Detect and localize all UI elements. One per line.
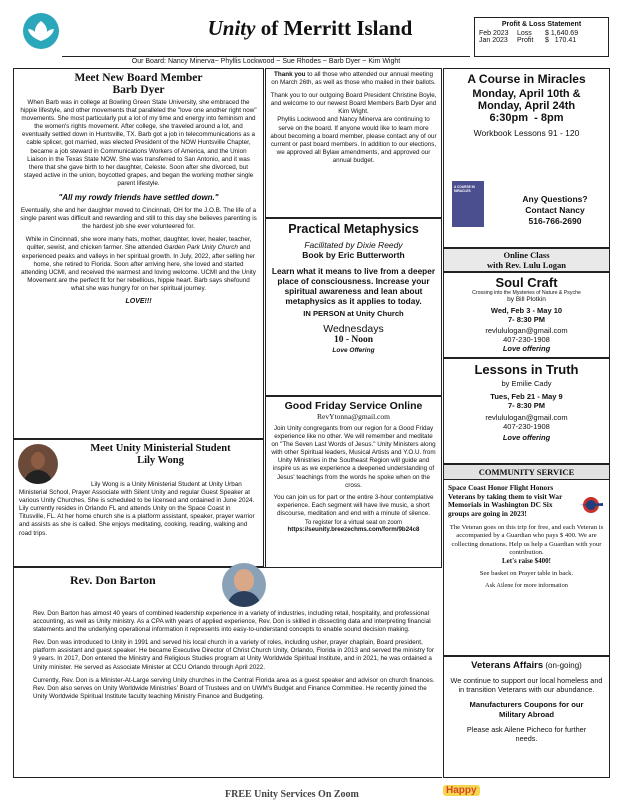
- community-raise: Let's raise $400!: [502, 556, 551, 565]
- community-ask: Ask Ailene for more information: [485, 581, 568, 589]
- pl-kind: Profit: [517, 37, 534, 44]
- barb-para3: [20, 236, 257, 293]
- meta-time: 10 - Noon: [333, 335, 374, 345]
- title-rest: of Merritt Island: [255, 16, 413, 40]
- pl-kind: Loss: [517, 30, 532, 37]
- acim-dates1: Monday, April 10th &: [472, 88, 581, 100]
- acim-lessons: Workbook Lessons 91 - 120: [473, 128, 580, 138]
- footer-happy: Happy: [443, 785, 480, 796]
- header-rule: [62, 56, 470, 57]
- thanks-para2: Thank you to our outgoing Board President Christine Boyle, and welcome to our newest Board Members Barb Dyer and Kim Wight.: [270, 92, 437, 116]
- acim-phone: 516-766-2690: [528, 216, 582, 226]
- course-in-miracles-box: [443, 68, 610, 248]
- thanks-lead: Thank you: [274, 71, 306, 78]
- gf-title: Good Friday Service Online: [284, 400, 423, 412]
- barb-love: LOVE!!!: [125, 297, 152, 305]
- truth-title: Lessons in Truth: [474, 362, 579, 377]
- acim-book-cover: [452, 181, 484, 227]
- vet-title-paren: (on-going): [543, 661, 582, 670]
- acim-contact: [506, 194, 604, 227]
- don-para2: Rev. Don was introduced to Unity in 1991 and served his local church in a variety of roles, including usher, prayer chaplain, Board president, platform assistant and guest speaker. He became Executive Director of Christ Church Unity, Orlando, Florida in 2013 and served the ministry for 9 years. In 2017, Don entered the Ministry and Religious Studies program at Unity Worldwide Spiritual Institute, and in 2021, he was ordained a Unity minister. He served as Associate Minister at CCU Orlando through April 2022.: [33, 639, 434, 671]
- online-class-banner: [443, 248, 610, 272]
- don-para3: Currently, Rev. Don is a Minister-At-Large serving Unity churches in the Central Florida area as a guest speaker and advisor on church finances. Rev. Don also serves on Unity Worldwide Ministries' Board of Trustees and on UWM's Budget and Finance Committee. He recently joined the Unity Worldwide Spiritual Institute faculty teaching Ministry Finance and Budgeting.: [33, 676, 435, 700]
- vet-title-text: Veterans Affairs: [471, 660, 544, 671]
- barb-para3-b: and experienced peaks and valleys in her spiritual growth. In July, 2022, after selling her home, she retired to Florida. Soon after arriving here, she loved and started attending UCMI, and received the warmest and loving welcome. UCMI and the Unity Movement are the perfect fit for her rebellious, hippie heart. Barb says shefound what she was hungry for on her spiritual journey.: [21, 244, 256, 292]
- online-class-line2: with Rev. Lulu Logan: [487, 259, 566, 270]
- barb-para3-a: While in Cincinnati, she wore many hats, mother, daughter, lover, healer, teacher, quilter, sewist, and chicken farmer. She attended: [25, 236, 252, 252]
- lily-wong-article: [13, 439, 264, 567]
- community-heading: COMMUNITY SERVICE: [444, 465, 609, 480]
- lily-heading-line2: Lily Wong: [137, 455, 184, 466]
- title-brand: Unity: [207, 16, 256, 40]
- practical-metaphysics-box: [265, 218, 442, 396]
- thanks-para1: [270, 71, 437, 87]
- soul-time: 7- 8:30 PM: [507, 315, 546, 324]
- board-line: Our Board: Nancy Minerva~ Phyllis Lockwood ~ Sue Rhodes ~ Barb Dyer ~ Kim Wight: [131, 58, 401, 65]
- unity-leaf-logo-icon: [23, 13, 59, 49]
- meta-book: Book by Eric Butterworth: [302, 250, 405, 260]
- meta-day: Wednesdays: [323, 323, 384, 335]
- pl-period: Feb 2023: [479, 30, 509, 37]
- barb-heading-line2: Barb Dyer: [112, 84, 165, 96]
- truth-offering: Love offering: [502, 433, 551, 442]
- don-para1: Rev. Don Barton has almost 40 years of combined leadership experience in a variety of industries, including retail, hospitality, and professional accounting, as well as Unity ministry. As a CPA with years of applied experience, Rev. Don is skilled in dissecting data and interpreting financial statements and the underlying operational information it represents into easy-to-understand concepts to enable sound decision making.: [33, 610, 431, 634]
- honor-flight-logo: [577, 495, 605, 515]
- veterans-affairs-box: [443, 656, 610, 778]
- vet-para2: Please ask Ailene Picheco for further needs.: [466, 725, 587, 743]
- acim-title: A Course in Miracles: [467, 72, 586, 86]
- soul-offering: Love offering: [502, 344, 551, 353]
- honor-flight-text: Space Coast Honor Flight Honors Veterans by taking them to visit War Memorials in Washington DC Six groups are going in 2023!: [448, 483, 563, 518]
- don-heading: Rev. Don Barton: [70, 573, 156, 587]
- gf-link: [270, 526, 437, 533]
- vet-title: [449, 660, 604, 671]
- truth-dates: Tues, Feb 21 - May 9: [490, 392, 563, 401]
- gf-para1: Join Unity congregants from our region for a Good Friday experience like no other. We will remember and meditate on "The Seven Last Words of Jesus." Unity Ministers along with other Spiritual leaders, Musical Artists and Y.O.U. from Unity Ministries in the Southeast Region will guide and inspire us as we experience a deepened understanding of Jesus' teachings from the words he spoke when on the cross.: [271, 425, 436, 489]
- vet-coupons: Manufacturers Coupons for our Military Abroad: [469, 700, 584, 719]
- unity-logo: [23, 13, 59, 49]
- acim-contact-name: Contact Nancy: [525, 205, 585, 215]
- lily-photo: [18, 444, 58, 484]
- lessons-in-truth-box: [443, 358, 610, 464]
- soul-craft-box: [443, 272, 610, 358]
- don-text: [33, 610, 438, 701]
- online-class-line1: Online Class: [503, 250, 550, 260]
- acim-time: 6:30pm - 8pm: [489, 112, 564, 124]
- barb-dyer-article: [13, 68, 264, 439]
- meta-facilitator: Facilitated by Dixie Reedy: [304, 240, 403, 250]
- truth-phone: 407-230-1908: [503, 422, 550, 431]
- vet-para1: We continue to support our local homeless and in transition Veterans with our abundance.: [450, 676, 603, 694]
- lily-heading-line1: Meet Unity Ministerial Student: [90, 443, 231, 454]
- thanks-para1-text: to all those who attended our annual meeting on March 26th, as well as those who mailed in their ballots.: [271, 71, 436, 87]
- pl-amount: $ 170.41: [545, 37, 577, 44]
- gf-register: To register for a virtual seat on zoom: [304, 520, 403, 527]
- pl-row: [479, 37, 604, 44]
- meta-learn: Learn what it means to live from a deeper place of consciousness. Increase your spiritual awareness and lean about metaphysics as it applies to today.: [271, 266, 436, 306]
- lily-heading: [63, 443, 258, 467]
- acim-book-title: A COURSE IN MIRACLES: [454, 185, 475, 193]
- soul-subtitle: Crossing into the Mysteries of Nature & Psyche: [472, 290, 581, 296]
- community-basket: See basket on Prayer table in back.: [479, 569, 574, 577]
- profit-loss-box: [474, 17, 609, 57]
- barb-church-name: Garden Park Unity Church: [164, 244, 238, 252]
- acim-dates2: Monday, April 24th: [477, 100, 576, 112]
- gf-email: [270, 412, 437, 421]
- newsletter-title: [150, 16, 470, 41]
- acim-question: Any Questions?: [522, 194, 588, 204]
- gf-register-link[interactable]: https://seunity.breezechms.com/form/9b24c8: [287, 526, 420, 534]
- soul-dates: Wed, Feb 3 - May 10: [490, 306, 563, 315]
- barb-quote: "All my rowdy friends have settled down.": [58, 193, 219, 203]
- soul-email[interactable]: revlululogan@gmail.com: [485, 326, 568, 335]
- meta-offering: Love Offering: [332, 347, 375, 354]
- barb-para1: When Barb was in college at Bowling Green State University, she embraced the hippie lifestyle, and other movements that paralleled the "love one another right now" movements. She most particularly put a lot of my time and energy into feminism and the women's rights movement. After college, she traveled around a lot, and eventually settled down in Huntsville, TX. Barb got a job in telecommunications as a cable splicer, got married, was elected President of the NOW Huntsville Chapter, became a job steward in Communications Workers of America, and the Union Liaison in the Texas State NOW. She was transferred to San Antonio, and it was there that she gave birth to her daughter, Celeste. Soon after she divorced, but stayed active in the union, boycotted grapes, and began the working mother single parent lifestyle.: [20, 99, 257, 187]
- meta-title: Practical Metaphysics: [288, 222, 419, 236]
- barb-para2: Eventually, she and her daughter moved to Cincinnati, OH for the J.O.B. The life of a single parent was difficult and rewarding and still to this day she believes parenting is the hardest job she ever volunteered for.: [20, 207, 257, 231]
- pl-row: [479, 30, 604, 37]
- gf-email-link[interactable]: RevYtonna@gmail.com: [317, 412, 390, 421]
- barb-heading-line1: Meet New Board Member: [74, 72, 203, 84]
- pl-title: Profit & Loss Statement: [501, 21, 582, 28]
- soul-title: Soul Craft: [495, 275, 558, 290]
- footer-text: FREE Unity Services On Zoom: [225, 789, 359, 800]
- lily-text: Lily Wong is a Unity Ministerial Student at Unity Urban Ministerial School, Prayer Associate with Silent Unity and regular Guest Speaker at various Unity Churches. She is scheduled to be licensed and ordained in June 2024. Lily currently resides in Orlando FL and attends Unity on the Space Coast in Titusville, FL. At her home church she is a platform assistant, speaker, prayer warrior and assists as she is called. She enjoys meditating, cooking, reading, walking and road trips.: [19, 481, 255, 537]
- meta-in-person: IN PERSON at Unity Church: [303, 309, 404, 318]
- pl-amount: $ 1,640.69: [545, 30, 579, 37]
- thank-you-article: [265, 68, 442, 218]
- community-service-box: [443, 464, 610, 656]
- pl-period: Jan 2023: [479, 37, 508, 44]
- soul-author: by Bill Plotkin: [507, 296, 546, 303]
- gf-para2: You can join us for part or the entire 3-hour contemplative experience. Each segment will have live music, a short discourse, meditation and end with a minute of silence.: [273, 493, 434, 517]
- barb-heading: [20, 72, 257, 96]
- thanks-para3: Phyllis Lockwood and Nancy Minerva are continuing to serve on the board. If anyone would like to learn more about becoming a board member, please contact any of our current or past board members. In addition to our elections, we approved all Bylaw amendments, and approved our annual budget.: [270, 116, 437, 164]
- community-para: The Veteran goes on this trip for free, and each Veteran is accompanied by a Guardian who pays $ 400. We are collecting donations. Help us help a Guardian with your contribution.: [449, 524, 604, 556]
- truth-email[interactable]: revlululogan@gmail.com: [485, 413, 568, 422]
- don-photo: [222, 563, 266, 607]
- truth-time: 7- 8:30 PM: [507, 401, 546, 410]
- soul-phone: 407-230-1908: [503, 335, 550, 344]
- truth-author: by Emilie Cady: [501, 379, 552, 388]
